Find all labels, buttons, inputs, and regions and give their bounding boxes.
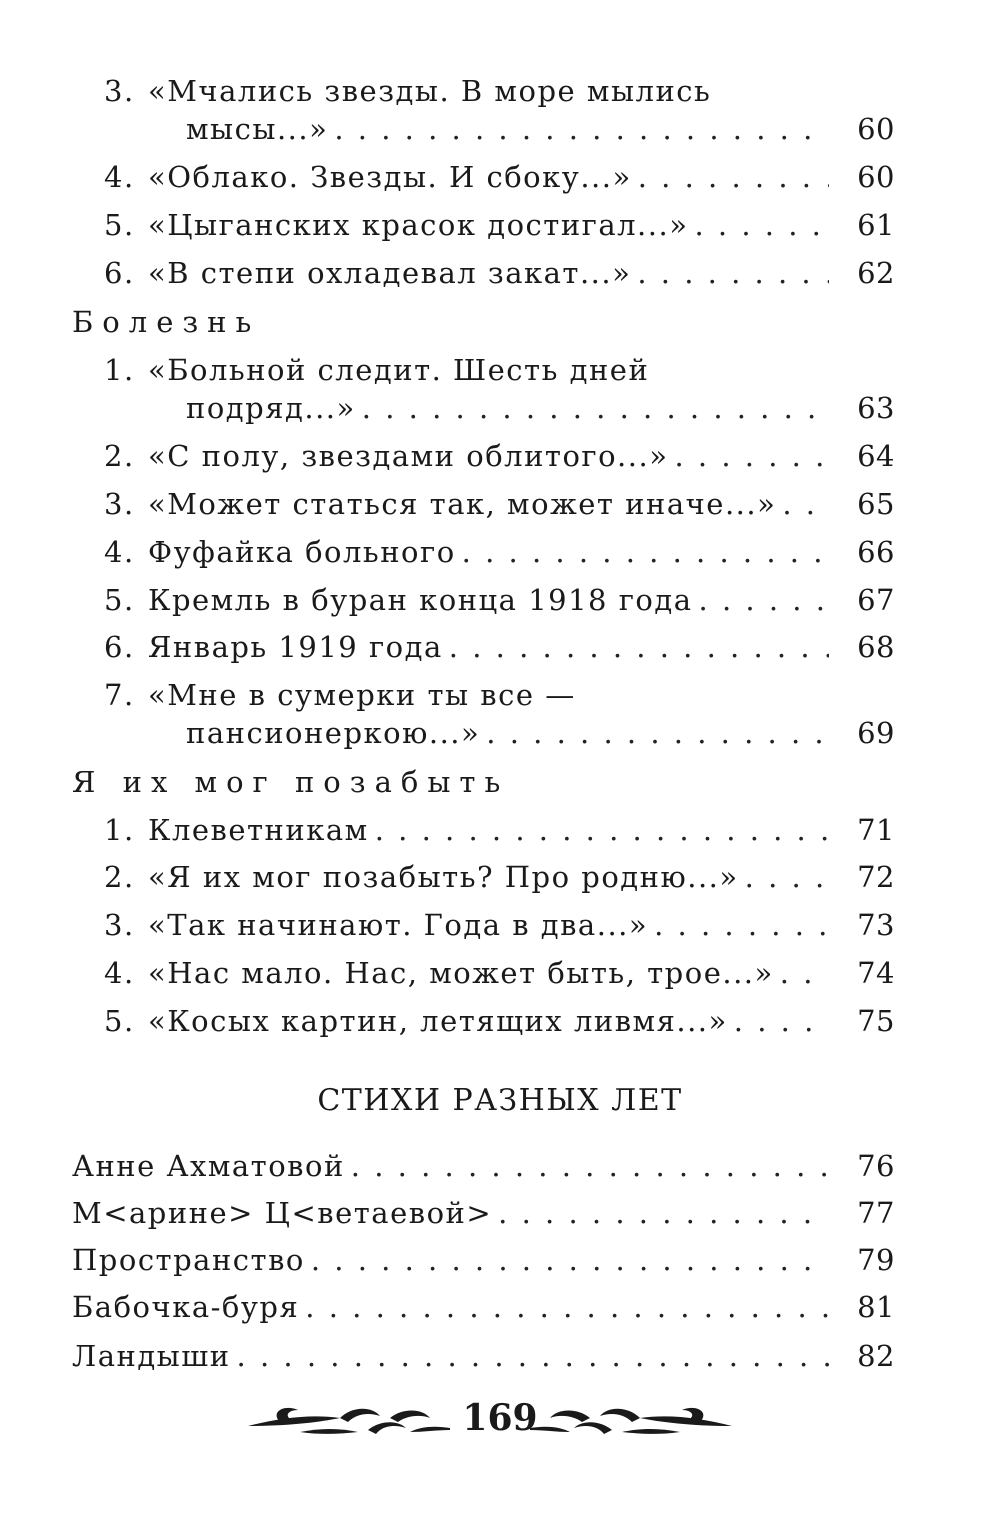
entry-number: 6. [104, 256, 135, 290]
entry-page: 67 [857, 583, 895, 617]
toc-entry-top-3-line1[interactable] [104, 71, 895, 111]
entry-number: 4. [104, 535, 135, 569]
entry-title: «Мне в сумерки ты все — [148, 678, 576, 712]
entry-title: «Так начинают. Года в два...» [148, 908, 649, 942]
dot-leader [734, 1001, 829, 1041]
entry-page: 63 [857, 391, 895, 425]
entry-title: «Я их мог позабыть? Про родню...» [148, 860, 739, 894]
entry-page: 60 [857, 160, 895, 194]
toc-entry-raznyh-4[interactable] [72, 1287, 895, 1327]
section-title-bolezn: Болезнь [72, 305, 261, 339]
entry-title: «С полу, звездами облитого...» [148, 439, 669, 473]
entry-number: 4. [104, 160, 135, 194]
entry-page: 75 [857, 1004, 895, 1038]
dot-leader [638, 157, 829, 197]
entry-number: 1. [104, 353, 135, 387]
entry-page: 77 [857, 1196, 895, 1230]
toc-entry-bolezn-1-line1[interactable] [104, 350, 895, 390]
entry-number: 5. [104, 583, 135, 617]
entry-page: 68 [857, 630, 895, 664]
entry-title: «Облако. Звезды. И сбоку...» [148, 160, 632, 194]
dot-leader [311, 1240, 829, 1280]
entry-title: «Больной следит. Шесть дней [148, 353, 650, 387]
entry-title: Анне Ахматовой [72, 1149, 345, 1183]
toc-entry-bolezn-6[interactable] [104, 627, 895, 667]
toc-entry-ya-3[interactable] [104, 905, 895, 945]
dot-leader [674, 436, 829, 476]
toc-entry-bolezn-3[interactable] [104, 484, 895, 524]
dot-leader [375, 810, 829, 850]
dot-leader [462, 532, 829, 572]
entry-page: 64 [857, 439, 895, 473]
dot-leader [745, 857, 829, 897]
entry-number: 2. [104, 860, 135, 894]
entry-number: 5. [104, 208, 135, 242]
toc-entry-ya-2[interactable] [104, 857, 895, 897]
entry-title: М<арине> Ц<ветаевой> [72, 1196, 493, 1230]
toc-entry-raznyh-5[interactable] [72, 1336, 895, 1376]
entry-page: 73 [857, 908, 895, 942]
entry-number: 7. [104, 678, 135, 712]
entry-title: Январь 1919 года [148, 630, 443, 664]
toc-entry-top-4[interactable] [104, 157, 895, 197]
entry-title-cont: подряд...» [186, 391, 356, 425]
dot-leader [334, 109, 829, 149]
section-title-ya: Я их мог позабыть [72, 765, 510, 799]
dot-leader [694, 205, 829, 245]
toc-entry-bolezn-7-line1[interactable] [104, 675, 895, 715]
entry-title: «Может статься так, может иначе...» [148, 487, 777, 521]
entry-number: 6. [104, 630, 135, 664]
page-number: 169 [462, 1397, 538, 1439]
toc-entry-top-3-line2[interactable] [186, 109, 895, 149]
entry-title: «В степи охладевал закат...» [148, 256, 632, 290]
toc-entry-bolezn-4[interactable] [104, 532, 895, 572]
entry-page: 60 [857, 112, 895, 146]
toc-entry-top-5[interactable] [104, 205, 895, 245]
entry-title-cont: мысы...» [186, 112, 329, 146]
entry-number: 1. [104, 813, 135, 847]
dot-leader [449, 627, 829, 667]
entry-page: 79 [857, 1243, 895, 1277]
entry-number: 3. [104, 74, 135, 108]
entry-number: 4. [104, 956, 135, 990]
entry-page: 81 [857, 1290, 895, 1324]
entry-title: Пространство [72, 1243, 305, 1277]
toc-entry-bolezn-5[interactable] [104, 580, 895, 620]
entry-page: 66 [857, 535, 895, 569]
dot-leader [637, 253, 829, 293]
dot-leader [237, 1336, 830, 1376]
entry-title: Кремль в буран конца 1918 года [148, 583, 693, 617]
toc-entry-bolezn-7-line2[interactable] [186, 713, 895, 753]
dot-leader [498, 1193, 829, 1233]
entry-page: 71 [857, 813, 895, 847]
entry-page: 76 [857, 1149, 895, 1183]
section-heading-raznyh-let: СТИХИ РАЗНЫХ ЛЕТ [317, 1083, 683, 1118]
toc-entry-bolezn-1-line2[interactable] [186, 388, 895, 428]
entry-number: 2. [104, 439, 135, 473]
entry-page: 69 [857, 716, 895, 750]
entry-title: Клеветникам [148, 813, 369, 847]
dot-leader [654, 905, 829, 945]
entry-title-cont: пансионеркою...» [186, 716, 481, 750]
entry-page: 61 [857, 208, 895, 242]
entry-number: 3. [104, 487, 135, 521]
entry-page: 74 [857, 956, 895, 990]
entry-title: «Косых картин, летящих ливмя...» [148, 1004, 728, 1038]
entry-page: 72 [857, 860, 895, 894]
dot-leader [699, 580, 830, 620]
toc-entry-ya-5[interactable] [104, 1001, 895, 1041]
toc-entry-raznyh-2[interactable] [72, 1193, 895, 1233]
dot-leader [486, 713, 829, 753]
toc-entry-top-6[interactable] [104, 253, 895, 293]
entry-number: 3. [104, 908, 135, 942]
entry-page: 62 [857, 256, 895, 290]
entry-page: 82 [857, 1339, 895, 1373]
entry-title: «Мчались звезды. В море мылись [148, 74, 712, 108]
dot-leader [305, 1287, 829, 1327]
toc-entry-bolezn-2[interactable] [104, 436, 895, 476]
dot-leader [351, 1146, 829, 1186]
toc-entry-ya-1[interactable] [104, 810, 895, 850]
dot-leader [362, 388, 829, 428]
dot-leader [780, 953, 829, 993]
entry-number: 5. [104, 1004, 135, 1038]
entry-title: Бабочка-буря [72, 1290, 300, 1324]
entry-title: «Нас мало. Нас, может быть, трое...» [148, 956, 774, 990]
entry-title: Фуфайка больного [148, 535, 456, 569]
toc-entry-raznyh-1[interactable] [72, 1146, 895, 1186]
entry-page: 65 [857, 487, 895, 521]
toc-entry-ya-4[interactable] [104, 953, 895, 993]
dot-leader [782, 484, 829, 524]
toc-entry-raznyh-3[interactable] [72, 1240, 895, 1280]
entry-title: «Цыганских красок достигал...» [148, 208, 689, 242]
entry-title: Ландыши [72, 1339, 231, 1373]
